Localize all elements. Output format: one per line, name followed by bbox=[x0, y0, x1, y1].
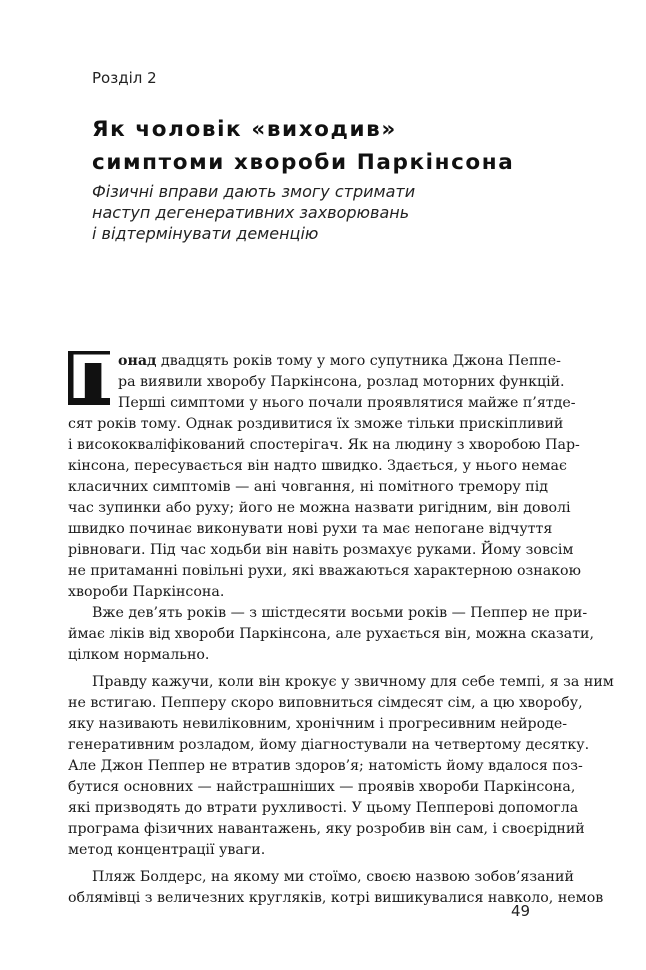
text-line: не встигаю. Пепперу скоро виповниться сімдесят сім, а цю хворобу, bbox=[68, 695, 583, 711]
text-line: генеративним розладом, йому діагностували на четвертому десятку. bbox=[68, 737, 590, 753]
text-line: час зупинки або руху; його не можна назвати ригідним, він доволі bbox=[68, 500, 571, 516]
text-line: які призводять до втрати рухливості. У цьому Пепперові допомогла bbox=[68, 800, 579, 816]
subtitle-line: Фізичні вправи дають змогу стримати bbox=[92, 182, 416, 201]
chapter-subtitle bbox=[92, 181, 592, 244]
text-line: сят років тому. Однак роздивитися їх зможе тільки прискіпливий bbox=[68, 416, 564, 432]
chapter-title bbox=[92, 113, 612, 179]
text-line: Вже дев’ять років — з шістдесяти восьми років — Пеппер не при- bbox=[92, 605, 588, 621]
text-line: облямівці з величезних кругляків, котрі вишикувалися навколо, немов bbox=[68, 890, 604, 906]
subtitle-line: наступ дегенеративних захворювань bbox=[92, 203, 410, 222]
text-line: Перші симптоми у нього почали проявлятися майже п’ятде- bbox=[118, 395, 576, 411]
text-line: ймає ліків від хвороби Паркінсона, але рухається він, можна сказати, bbox=[68, 626, 595, 642]
body-text bbox=[68, 343, 614, 909]
chapter-title-line: Як чоловік «виходив» bbox=[92, 117, 397, 142]
chapter-label: Розділ 2 bbox=[92, 69, 157, 87]
text-line: метод концентрації уваги. bbox=[68, 842, 266, 858]
text-line: бутися основних — найстрашніших — проявів хвороби Паркінсона, bbox=[68, 779, 576, 795]
text-line: Але Джон Пеппер не втратив здоров’я; натомість йому вдалося поз- bbox=[68, 758, 583, 774]
text-line: онад двадцять років тому у мого супутника Джона Пеппе- bbox=[118, 353, 561, 369]
text-line: хвороби Паркінсона. bbox=[68, 584, 225, 600]
text-line: Пляж Болдерс, на якому ми стоїмо, своєю назвою зобов’язаний bbox=[92, 869, 574, 885]
drop-cap: П bbox=[68, 343, 119, 413]
text-line: кінсона, пересувається він надто швидко. Здається, у нього немає bbox=[68, 458, 567, 474]
text-line: і висококваліфікований спостерігач. Як на людину з хворобою Пар- bbox=[68, 437, 580, 453]
text-line: класичних симптомів — ані човгання, ні помітного тремору під bbox=[68, 479, 548, 495]
chapter-title-line: симптоми хвороби Паркінсона bbox=[92, 150, 515, 175]
text-line: не притаманні повільні рухи, які вважаються характерною ознакою bbox=[68, 563, 581, 579]
text-line: цілком нормально. bbox=[68, 647, 210, 663]
text-line: Правду кажучи, коли він крокує у звичному для себе темпі, я за ним bbox=[92, 674, 614, 690]
text-line: рівноваги. Під час ходьби він навіть розмахує руками. Йому зовсім bbox=[68, 542, 574, 558]
text-line: програма фізичних навантажень, яку розробив він сам, і своєрідний bbox=[68, 821, 585, 837]
page-number: 49 bbox=[511, 902, 531, 920]
subtitle-line: і відтермінувати деменцію bbox=[92, 224, 319, 243]
text-line: яку називають невиліковним, хронічним і прогресивним нейроде- bbox=[68, 716, 568, 732]
text-line: швидко починає виконувати нові рухи та має непогане відчуття bbox=[68, 521, 553, 537]
lead-word: онад bbox=[118, 353, 157, 369]
text-line: ра виявили хворобу Паркінсона, розлад моторних функцій. bbox=[118, 374, 565, 390]
